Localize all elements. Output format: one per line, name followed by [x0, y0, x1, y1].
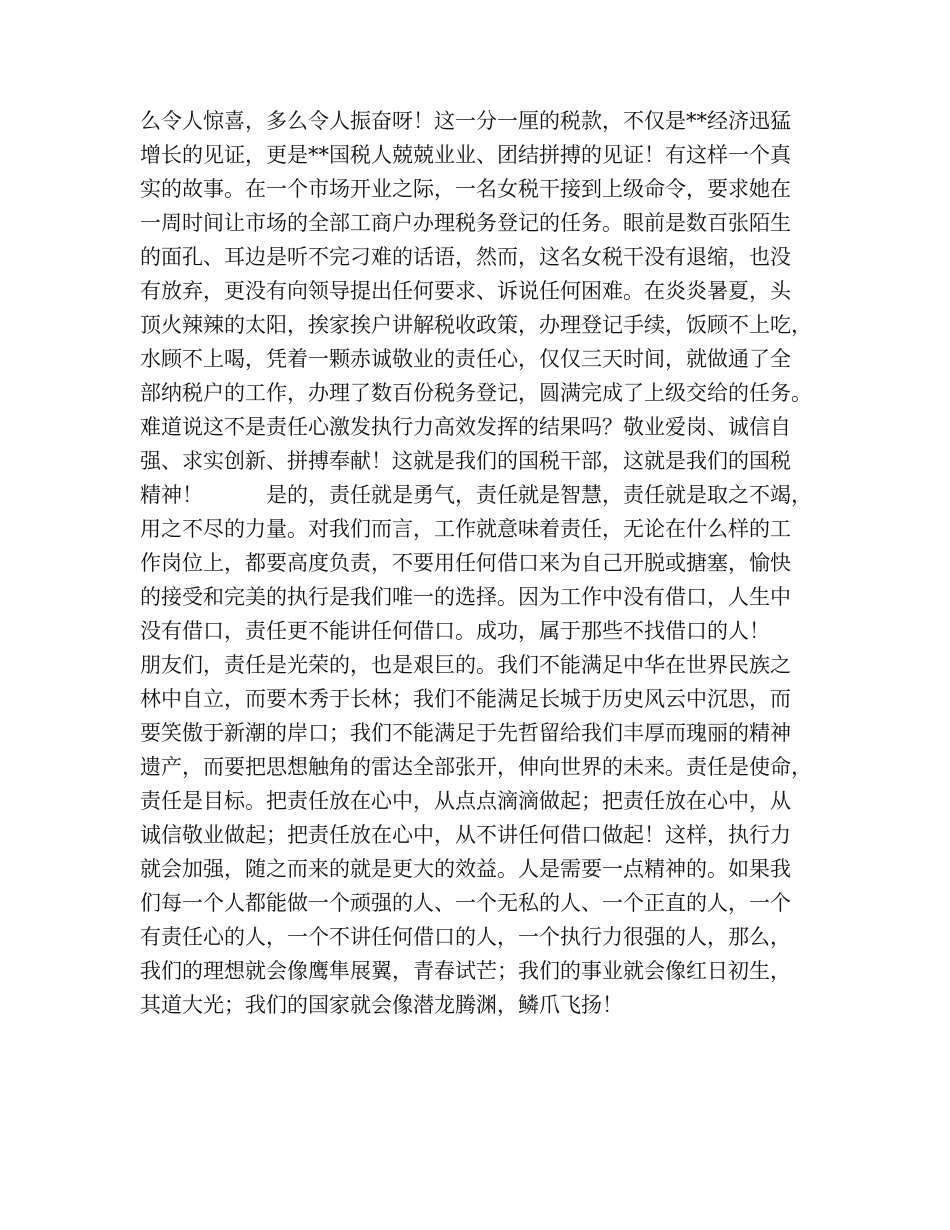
text-line-25: 有责任心的人，一个不讲任何借口的人，一个执行力很强的人，那么，: [140, 925, 791, 949]
text-line-5: 的面孔、耳边是听不完刁难的话语，然而，这名女税干没有退缩，也没: [140, 245, 791, 269]
text-line-18: 林中自立，而要木秀于长林；我们不能满足长城于历史风云中沉思，而: [140, 687, 791, 711]
text-line-2: 增长的见证，更是**国税人兢兢业业、团结拼搏的见证！有这样一个真: [140, 143, 791, 167]
text-line-22: 诚信敬业做起；把责任放在心中，从不讲任何借口做起！这样，执行力: [140, 823, 791, 847]
text-line-23: 就会加强，随之而来的就是更大的效益。人是需要一点精神的。如果我: [140, 857, 791, 881]
text-line-7: 顶火辣辣的太阳，挨家挨户讲解税收政策，办理登记手续，饭顾不上吃，: [140, 313, 812, 337]
text-line-19: 要笑傲于新潮的岸口；我们不能满足于先哲留给我们丰厚而瑰丽的精神: [140, 721, 791, 745]
text-line-20: 遗产，而要把思想触角的雷达全部张开，伸向世界的未来。责任是使命，: [140, 755, 812, 779]
text-line-1: 么令人惊喜，多么令人振奋呀！这一分一厘的税款，不仅是**经济迅猛: [140, 109, 791, 133]
text-line-24: 们每一个人都能做一个顽强的人、一个无私的人、一个正直的人，一个: [140, 891, 791, 915]
text-line-8: 水顾不上喝，凭着一颗赤诚敬业的责任心，仅仅三天时间，就做通了全: [140, 347, 791, 371]
body-text: [140, 104, 830, 1022]
text-line-10: 难道说这不是责任心激发执行力高效发挥的结果吗？敬业爱岗、诚信自: [140, 415, 791, 439]
text-line-27: 其道大光；我们的国家就会像潜龙腾渊，鳞爪飞扬！: [140, 993, 623, 1017]
text-line-6: 有放弃，更没有向领导提出任何要求、诉说任何困难。在炎炎暑夏，头: [140, 279, 791, 303]
text-line-14: 作岗位上，都要高度负责，不要用任何借口来为自己开脱或搪塞，愉快: [140, 551, 791, 575]
text-line-3: 实的故事。在一个市场开业之际，一名女税干接到上级命令，要求她在: [140, 177, 791, 201]
text-line-17: 朋友们，责任是光荣的，也是艰巨的。我们不能满足中华在世界民族之: [140, 653, 791, 677]
text-line-4: 一周时间让市场的全部工商户办理税务登记的任务。眼前是数百张陌生: [140, 211, 791, 235]
text-line-12: 精神！ 是的，责任就是勇气，责任就是智慧，责任就是取之不竭，: [140, 483, 812, 507]
text-line-16: 没有借口，责任更不能讲任何借口。成功，属于那些不找借口的人！: [140, 619, 770, 643]
text-line-21: 责任是目标。把责任放在心中，从点点滴滴做起；把责任放在心中，从: [140, 789, 791, 813]
text-line-11: 强、求实创新、拼搏奉献！这就是我们的国税干部，这就是我们的国税: [140, 449, 791, 473]
text-line-26: 我们的理想就会像鹰隼展翼，青春试芒；我们的事业就会像红日初生，: [140, 959, 791, 983]
text-line-15: 的接受和完美的执行是我们唯一的选择。因为工作中没有借口，人生中: [140, 585, 791, 609]
text-line-9: 部纳税户的工作，办理了数百份税务登记，圆满完成了上级交给的任务。: [140, 381, 812, 405]
text-line-13: 用之不尽的力量。对我们而言，工作就意味着责任，无论在什么样的工: [140, 517, 791, 541]
